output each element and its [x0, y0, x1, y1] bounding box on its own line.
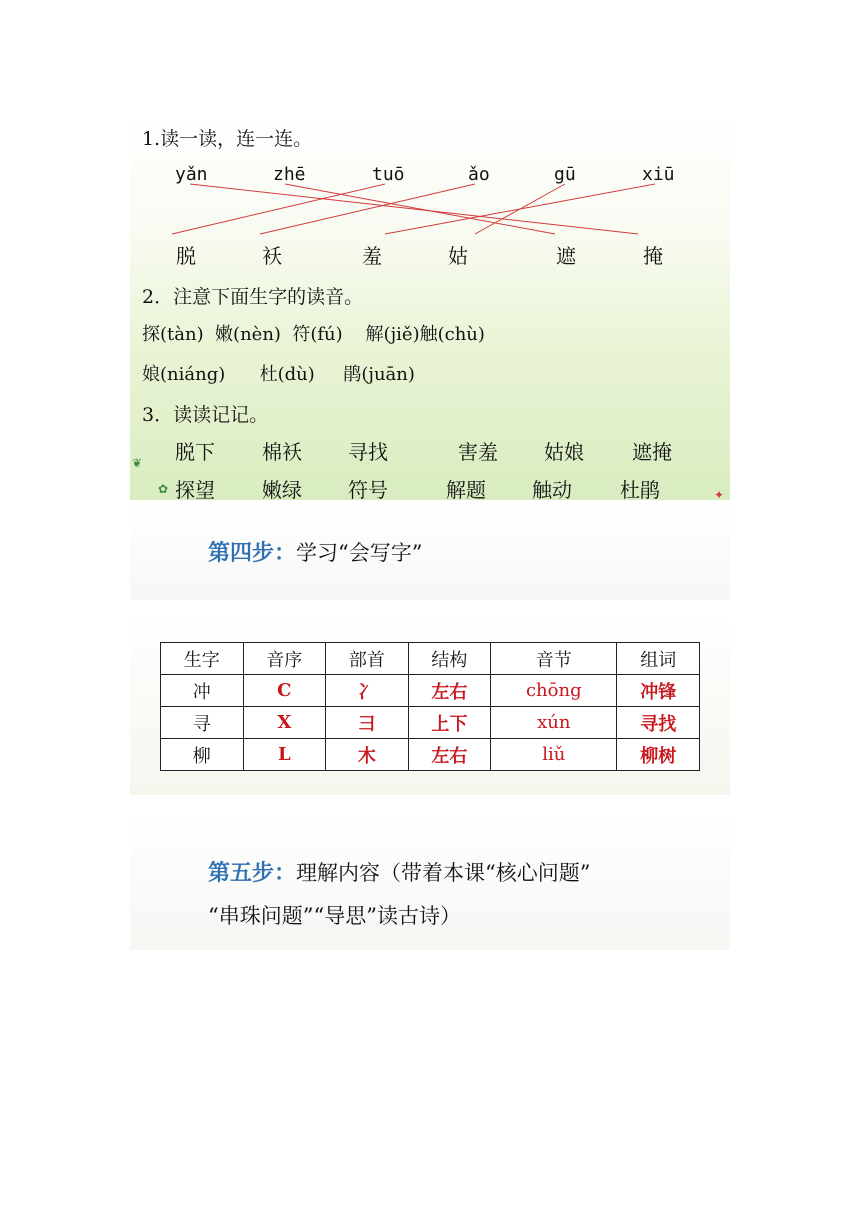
exercise-panel [130, 112, 730, 500]
table-header-row [161, 643, 700, 675]
step4-label: 第四步： [208, 541, 297, 566]
match-lines [130, 112, 730, 252]
table-cell: 柳 [161, 739, 244, 771]
table-cell: 寻 [161, 707, 244, 739]
hanzi-ao: 袄 [262, 244, 282, 268]
table-cell: 左右 [408, 739, 491, 771]
table-cell: X [243, 707, 326, 739]
word-2-2: 嫩绿 [262, 478, 302, 500]
table-cell: 柳树 [617, 739, 700, 771]
pinyin-tuo: tuō [372, 164, 405, 185]
table-cell: 上下 [408, 707, 491, 739]
match-line-ao [260, 184, 475, 234]
word-1-2: 棉袄 [262, 440, 302, 464]
step5-heading [208, 856, 591, 887]
header-cell: 结构 [408, 643, 491, 675]
match-line-zhe [285, 184, 555, 234]
step4-heading [208, 536, 423, 567]
header-cell: 音节 [491, 643, 617, 675]
table-row [161, 707, 700, 739]
table-cell: liǔ [491, 739, 617, 771]
table-row [161, 675, 700, 707]
word-2-4: 解题 [446, 478, 486, 500]
header-cell: 组词 [617, 643, 700, 675]
leaf-decoration-icon: ❦ [132, 456, 143, 470]
hanzi-zhe: 遮 [556, 244, 576, 268]
character-table [160, 642, 700, 771]
step5-text-line1: 理解内容（带着本课“核心问题” [296, 861, 591, 885]
table-cell: xún [491, 707, 617, 739]
header-cell: 音序 [243, 643, 326, 675]
step5-label: 第五步： [208, 861, 297, 886]
hanzi-gu: 姑 [448, 244, 468, 268]
word-2-3: 符号 [348, 478, 388, 500]
step5-panel [130, 812, 730, 950]
step5-text-line2: “串珠问题”“导思”读古诗） [208, 904, 461, 928]
flower-decoration-icon: ✦ [714, 488, 725, 500]
table-row [161, 739, 700, 771]
header-cell: 生字 [161, 643, 244, 675]
step4-text: 学习“会写字” [296, 541, 423, 565]
pinyin-yan: yǎn [175, 164, 208, 185]
word-2-1: 探望 [175, 478, 215, 500]
match-line-yan [190, 184, 638, 234]
table-cell: 冫 [326, 675, 409, 707]
word-1-4: 害羞 [458, 440, 498, 464]
word-1-3: 寻找 [348, 440, 388, 464]
table-cell: 木 [326, 739, 409, 771]
word-2-6: 杜鹃 [620, 478, 660, 500]
q1-title: 1.读一读，连一连。 [142, 128, 313, 150]
word-1-5: 姑娘 [544, 440, 584, 464]
table-cell: C [243, 675, 326, 707]
table-cell: 寻找 [617, 707, 700, 739]
word-1-6: 遮掩 [632, 440, 672, 464]
pinyin-gu: gū [554, 164, 576, 185]
table-cell: 冲锋 [617, 675, 700, 707]
match-line-xiu [385, 184, 655, 234]
table-cell: 左右 [408, 675, 491, 707]
pinyin-zhe: zhē [273, 164, 306, 185]
word-1-1: 脱下 [175, 440, 215, 464]
match-line-tuo [172, 184, 385, 234]
leaf-decoration-icon: ✿ [158, 482, 169, 496]
header-cell: 部首 [326, 643, 409, 675]
table-cell: 彐 [326, 707, 409, 739]
table-cell: L [243, 739, 326, 771]
q2-title: 2．注意下面生字的读音。 [142, 286, 364, 308]
q2-line-1: 探(tàn) 嫩(nèn) 符(fú) 解(jiě)触(chù) [142, 324, 485, 345]
pinyin-ao: ǎo [468, 164, 490, 185]
table-cell: 冲 [161, 675, 244, 707]
q2-line-2: 娘(niáng) 杜(dù) 鹃(juān) [142, 364, 415, 385]
word-2-5: 触动 [532, 478, 572, 500]
character-table-panel [130, 612, 730, 795]
table-cell: chōng [491, 675, 617, 707]
hanzi-yan: 掩 [643, 244, 663, 268]
pinyin-xiu: xiū [642, 164, 675, 185]
q3-title: 3．读读记记。 [142, 404, 269, 426]
hanzi-tuo: 脱 [176, 244, 196, 268]
step4-panel [130, 500, 730, 600]
hanzi-xiu: 羞 [362, 244, 382, 268]
